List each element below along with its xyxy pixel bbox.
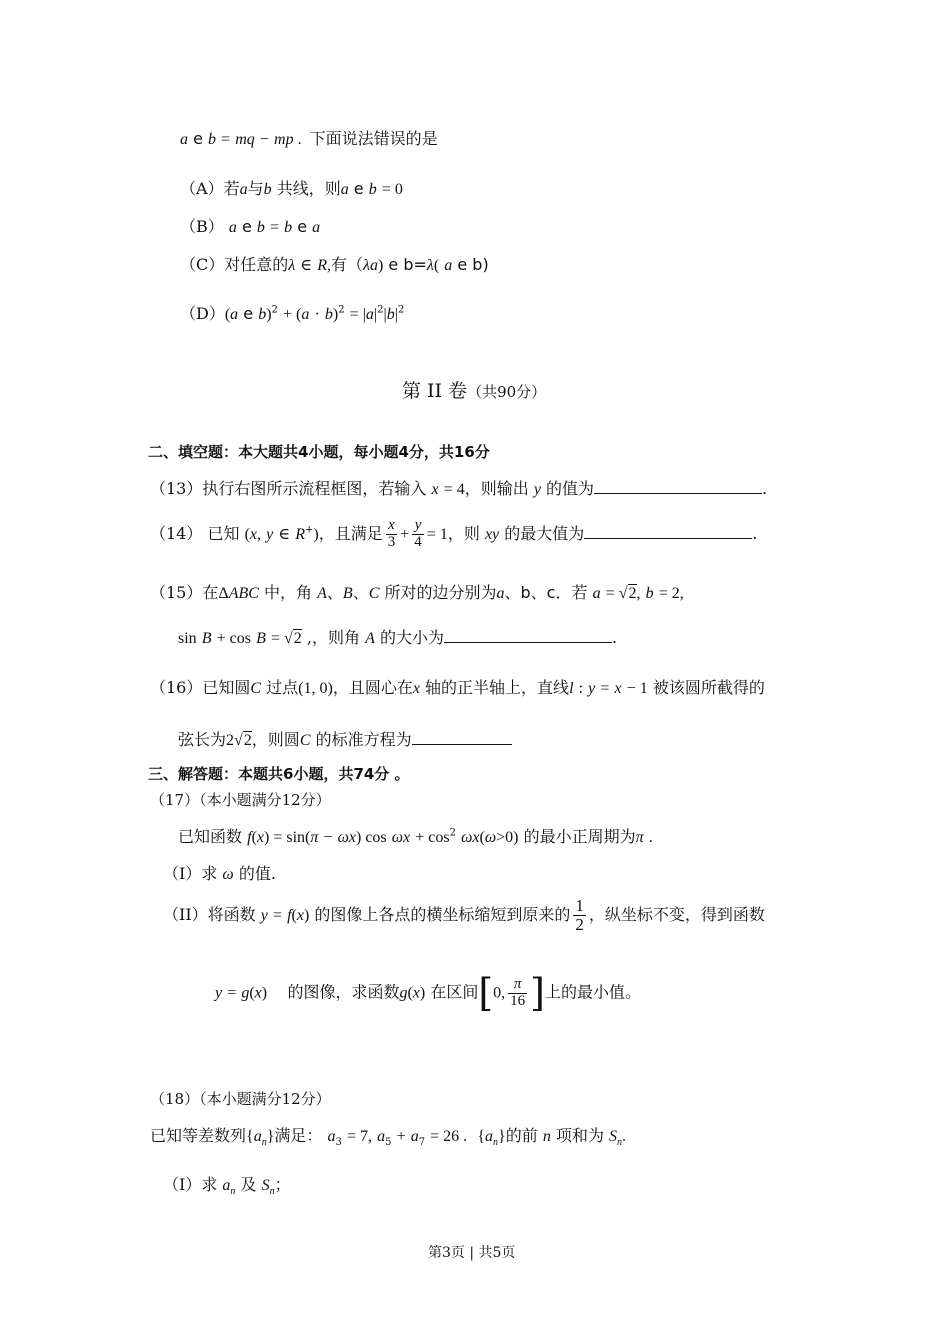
answer-heading: 三、解答题：本题共6小题，共74分 。 bbox=[148, 765, 410, 783]
question-13: （13）执行右图所示流程框图，若输入 x = 4，则输出 y 的值为 . bbox=[150, 479, 768, 498]
answer-blank-16[interactable] bbox=[412, 730, 512, 745]
q18-header: （18）（本小题满分12分） bbox=[150, 1090, 331, 1108]
q17-part-2: （II）将函数 y = f(x) 的图像上各点的横坐标缩短到原来的 $\frac{1}{2}$ ，纵坐标不变，得到函数 bbox=[163, 896, 765, 934]
q17-part-2-line-2: y = g(x) 的图像，求函数g(x) 在区间[0, $\frac{\pi}{16}$ ]上的最小值。 bbox=[215, 971, 641, 1015]
question-15-line-2: sin B + cos B = √2 ,，则角 A 的大小为 . bbox=[178, 628, 618, 647]
q12-option-c: （C）对任意的λ ∈ R,有（λa) e b=λ( a e b) bbox=[180, 255, 489, 274]
answer-blank-13[interactable] bbox=[594, 479, 762, 494]
q12-stem-line: a e b = mq − mp . 下面说法错误的是 bbox=[180, 129, 438, 148]
question-15: （15）在ΔABC 中，角 A、B、C 所对的边分别为a、b、c．若 a = √2, b = 2, bbox=[150, 583, 684, 602]
answer-blank-15[interactable] bbox=[444, 628, 612, 643]
page-footer: 第3页 | 共5页 bbox=[428, 1245, 516, 1261]
question-14: （14） 已知 (x, y ∈ R+)，且满足 $\frac{x}{3}$ + $\frac{y}{4}$ = 1，则 xy 的最大值为 . bbox=[150, 517, 758, 550]
section-title: 第 II 卷（共90分） bbox=[402, 380, 547, 402]
question-16: （16）已知圆C 过点(1, 0)，且圆心在x 轴的正半轴上，直线l : y = x − 1 被该圆所截得的 bbox=[150, 678, 765, 697]
q18-part-1: （I）求 $a_n$ 及 $S_n$； bbox=[163, 1175, 291, 1198]
q12-stem-tail: 下面说法错误的是 bbox=[309, 129, 438, 148]
q18-stem: 已知等差数列$\{a_n\}$满足： $a_3 = 7$, $a_5 + a_7 = 26$ . $\{a_n\}$的前 n 项和为 $S_n$. bbox=[150, 1126, 627, 1149]
q12-option-d: （D）(a e $b)^2 + (a \cdot b)^2 = |a|^2|b|^2$ bbox=[180, 304, 405, 323]
q17-header: （17）（本小题满分12分） bbox=[150, 791, 331, 809]
question-16-line-2: 弦长为2√2，则圆C 的标准方程为 bbox=[178, 730, 512, 750]
fill-in-heading: 二、填空题：本大题共4小题，每小题4分，共16分 bbox=[148, 443, 490, 461]
q17-stem: 已知函数 f(x) = sin(π − ωx) $\cos \omega x + \cos^2 \omega x(\omega>0)$ 的最小正周期为π . bbox=[178, 827, 653, 846]
q12-option-b: （B） a e b = b e a bbox=[180, 217, 321, 236]
q17-part-1: （I）求 ω 的值. bbox=[163, 864, 276, 883]
q12-option-a: （A）若a与b 共线，则a e b = 0 bbox=[180, 179, 403, 198]
answer-blank-14[interactable] bbox=[584, 524, 752, 539]
